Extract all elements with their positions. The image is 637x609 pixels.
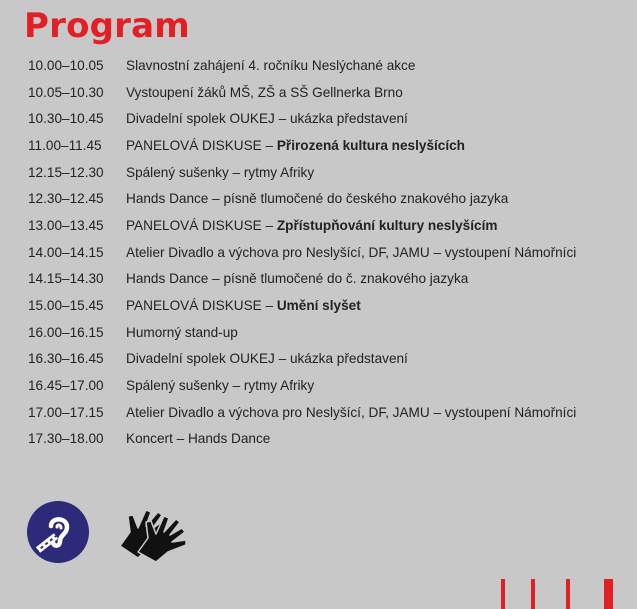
program-text: Vystoupení žáků MŠ, ZŠ a SŠ Gellnerka Brno xyxy=(126,84,403,100)
program-row xyxy=(28,52,633,79)
program-row xyxy=(28,319,633,346)
program-time: 14.15–14.30 xyxy=(28,271,104,287)
program-time: 11.00–11.45 xyxy=(28,137,102,153)
program-time: 14.00–14.15 xyxy=(28,244,104,260)
program-row xyxy=(28,132,633,159)
program-description xyxy=(126,85,403,100)
page-title: Program xyxy=(24,6,190,46)
program-text: Hands Dance – písně tlumočené do českého znakového jazyka xyxy=(126,191,509,207)
program-time: 12.15–12.30 xyxy=(28,164,104,180)
program-row xyxy=(28,212,633,239)
decorative-bar xyxy=(531,579,535,609)
program-text: Slavnostní zahájení 4. ročníku Neslýchané akce xyxy=(126,57,416,73)
program-time: 12.30–12.45 xyxy=(28,191,104,207)
program-text: PANELOVÁ DISKUSE – xyxy=(126,298,277,314)
program-description xyxy=(126,351,408,366)
program-text: Divadelní spolek OUKEJ – ukázka představení xyxy=(126,351,408,367)
program-text: Spálený sušenky – rytmy Afriky xyxy=(126,378,315,394)
program-row xyxy=(28,292,633,319)
program-time: 17.00–17.15 xyxy=(28,404,104,420)
program-row xyxy=(28,346,633,373)
program-text: Atelier Divadlo a výchova pro Neslyšící, DF, JAMU – vystoupení Námořníci xyxy=(126,244,577,260)
program-description xyxy=(126,245,576,260)
program-row xyxy=(28,372,633,399)
program-description xyxy=(126,405,576,420)
program-description xyxy=(126,138,465,153)
program-text: Spálený sušenky – rytmy Afriky xyxy=(126,164,315,180)
program-text: Koncert – Hands Dance xyxy=(126,431,271,447)
program-row xyxy=(28,399,633,426)
program-description xyxy=(126,165,314,180)
program-time: 10.30–10.45 xyxy=(28,111,104,127)
program-time: 13.00–13.45 xyxy=(28,217,104,233)
program-text: PANELOVÁ DISKUSE – xyxy=(126,137,277,153)
program-description xyxy=(126,191,508,206)
decorative-bar xyxy=(501,579,505,609)
program-time: 16.00–16.15 xyxy=(28,324,104,340)
hearing-loop-icon xyxy=(26,500,90,564)
program-time: 16.45–17.00 xyxy=(28,378,104,394)
decorative-bar xyxy=(604,579,613,609)
program-topic: Umění slyšet xyxy=(276,298,361,314)
program-description xyxy=(126,378,314,393)
program-topic: Přirozená kultura neslyšících xyxy=(276,137,465,153)
program-description xyxy=(126,325,238,340)
program-description xyxy=(126,111,408,126)
program-text: Humorný stand-up xyxy=(126,324,238,340)
program-row xyxy=(28,79,633,106)
program-description xyxy=(126,218,497,233)
program-time: 17.30–18.00 xyxy=(28,431,104,447)
program-text: Atelier Divadlo a výchova pro Neslyšící, DF, JAMU – vystoupení Námořníci xyxy=(126,404,577,420)
decorative-bar xyxy=(566,579,570,609)
program-row xyxy=(28,426,633,453)
program-time: 10.00–10.05 xyxy=(28,57,104,73)
program-description xyxy=(126,431,270,446)
sign-language-hands-icon xyxy=(116,502,192,562)
program-time: 16.30–16.45 xyxy=(28,351,104,367)
program-time: 10.05–10.30 xyxy=(28,84,104,100)
program-time: 15.00–15.45 xyxy=(28,298,104,314)
program-description xyxy=(126,58,415,73)
program-text: PANELOVÁ DISKUSE – xyxy=(126,217,277,233)
program-row xyxy=(28,185,633,212)
program-text: Divadelní spolek OUKEJ – ukázka představení xyxy=(126,111,408,127)
program-row xyxy=(28,266,633,293)
program-row xyxy=(28,105,633,132)
program-row xyxy=(28,239,633,266)
program-text: Hands Dance – písně tlumočené do č. znakového jazyka xyxy=(126,271,469,287)
program-row xyxy=(28,159,633,186)
program-topic: Zpřístupňování kultury neslyšícím xyxy=(276,217,498,233)
program-description xyxy=(126,298,361,313)
program-list xyxy=(28,52,633,452)
program-description xyxy=(126,271,468,286)
